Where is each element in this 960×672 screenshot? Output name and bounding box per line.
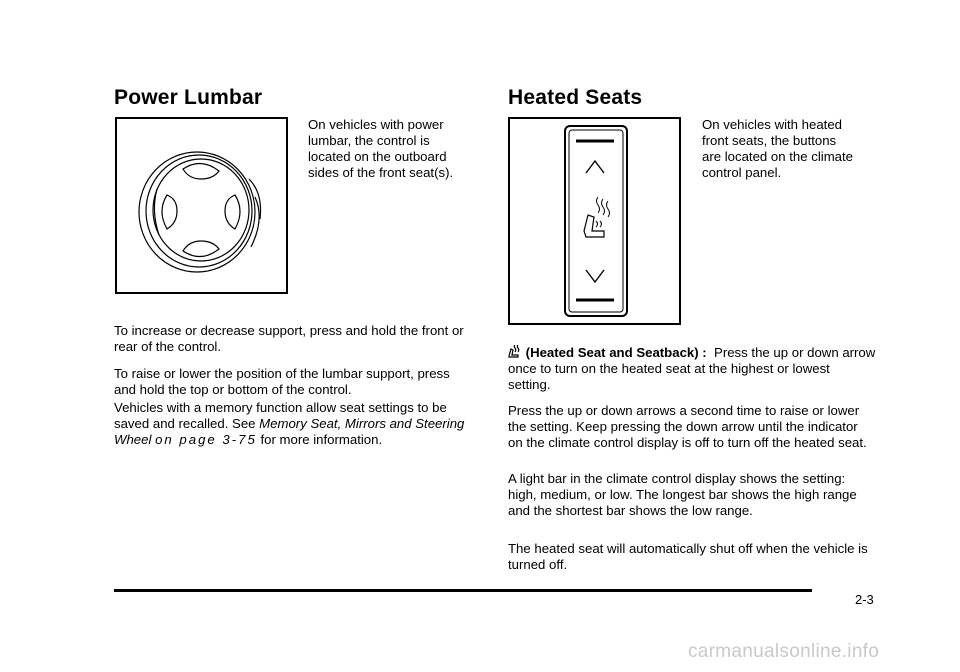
lumbar-para-memory: [114, 400, 474, 449]
power-lumbar-heading: Power Lumbar: [114, 86, 263, 109]
lumbar-control-figure: [115, 117, 288, 294]
caption-line: lumbar, the control is: [308, 133, 430, 148]
heated-seat-term: (Heated Seat and Seatback) :: [525, 345, 707, 360]
heated-para-press: [508, 345, 876, 394]
heated-para-second: Press the up or down arrows a second time to raise or lower the setting. Keep pressing the down arrow until the indicator on the climate control display is off to turn off the heated seat.: [508, 403, 867, 451]
memory-seat-page-ref[interactable]: on page 3-75: [155, 432, 257, 448]
heated-seat-buttons-illustration: [510, 119, 679, 323]
caption-line: located on the outboard: [308, 149, 447, 164]
caption-line: control panel.: [702, 165, 782, 180]
caption-line: are located on the climate: [702, 149, 854, 164]
watermark: carmanualsonline.info: [688, 641, 880, 662]
caption-line: front seats, the buttons: [702, 133, 837, 148]
memory-text: Vehicles with a memory function allow seat settings to be saved and recalled. See: [114, 400, 447, 432]
footer-rule: [114, 589, 812, 592]
heated-para-shutoff: The heated seat will automatically shut off when the vehicle is turned off.: [508, 541, 868, 573]
lumbar-para-raise: To raise or lower the position of the lumbar support, press and hold the top or bottom of the control.: [114, 366, 450, 398]
lumbar-control-illustration: [117, 119, 286, 292]
lumbar-caption: [308, 117, 478, 181]
lumbar-para-increase: To increase or decrease support, press and hold the front or rear of the control.: [114, 323, 464, 355]
heated-seat-buttons-figure: [508, 117, 681, 325]
page-number: 2-3: [855, 592, 874, 607]
memory-seat-link[interactable]: Memory Seat, Mirrors and Steering Wheel: [114, 416, 465, 448]
memory-text-suffix: for more information.: [256, 432, 383, 448]
caption-line: On vehicles with power: [308, 117, 444, 132]
heated-seat-icon: [508, 345, 522, 358]
heated-seats-heading: Heated Seats: [508, 86, 643, 109]
heated-para-lightbar: A light bar in the climate control display shows the setting: high, medium, or low. The longest bar shows the high range and the shortest bar shows the low range.: [508, 471, 857, 519]
heated-para-press-text: Press the up or down arrow once to turn on the heated seat at the highest or lowest setting.: [508, 345, 876, 393]
caption-line: sides of the front seat(s).: [308, 165, 454, 180]
heated-caption: [702, 117, 872, 181]
caption-line: On vehicles with heated: [702, 117, 843, 132]
